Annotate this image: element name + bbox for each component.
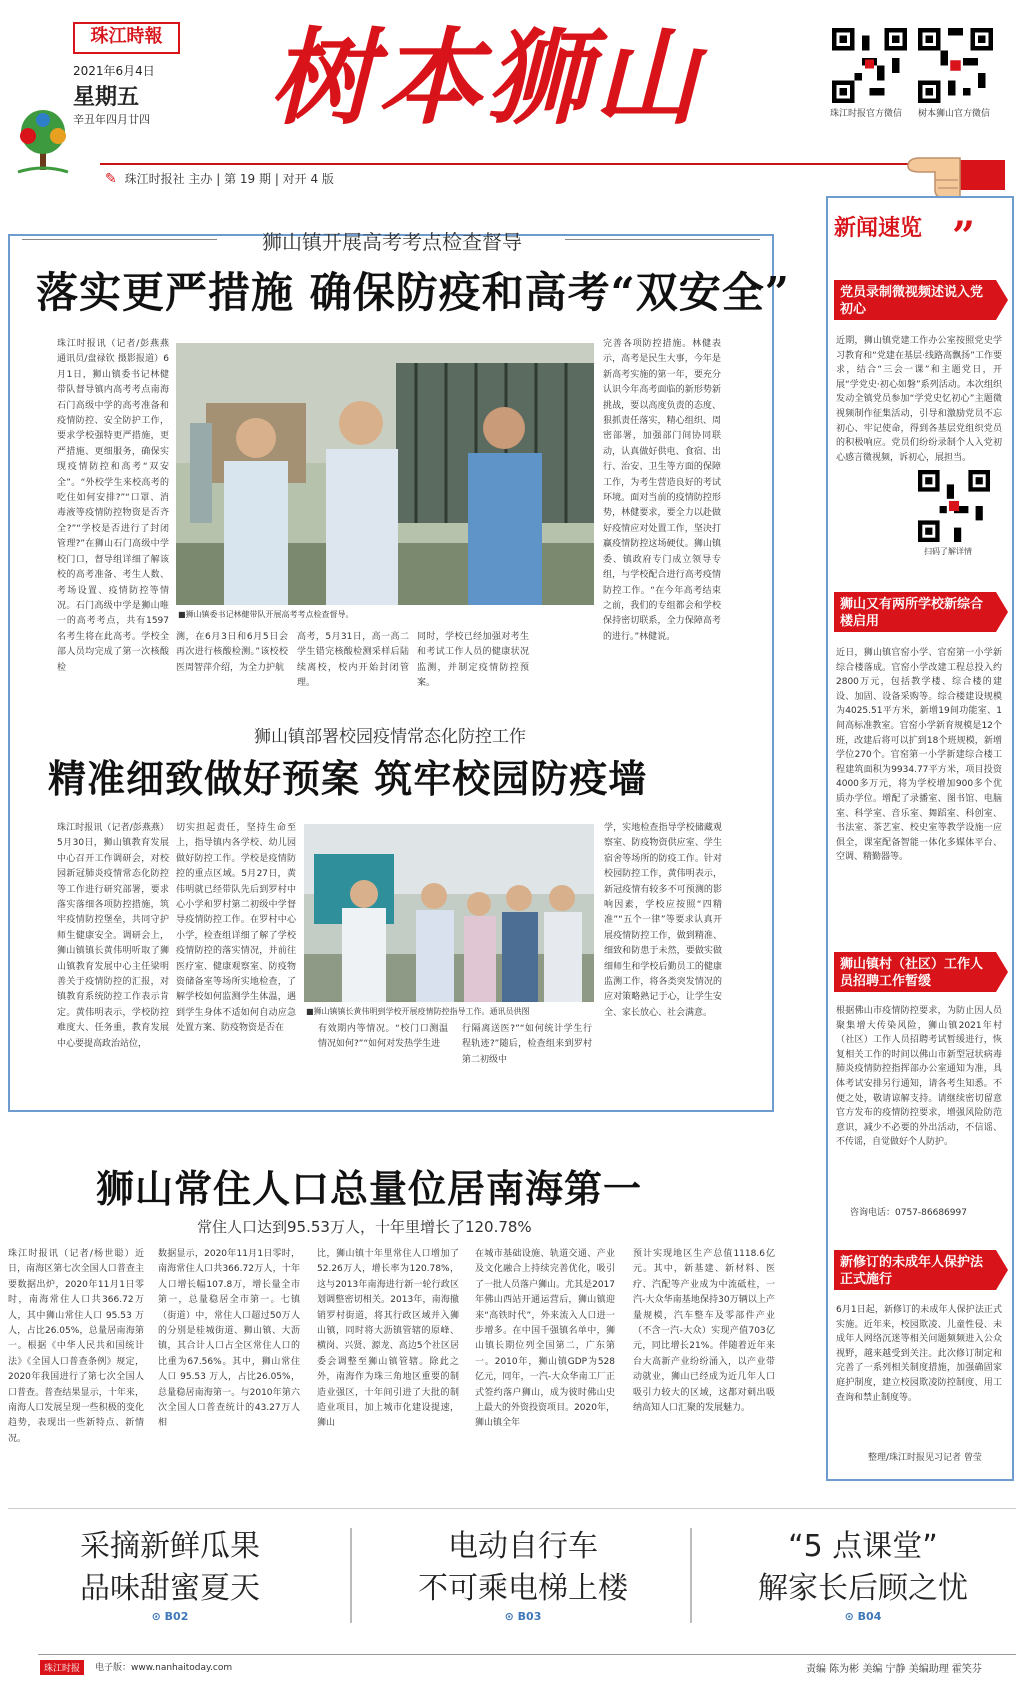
article3-subhead: 常住人口达到95.53万人，十年里增长了120.78% bbox=[197, 1218, 532, 1236]
teaser-b03-line1: 电动自行车 bbox=[448, 1529, 598, 1564]
sidebar-item3-text: 根据佛山市疫情防控要求，为防止因人员聚集增大传染风险，狮山镇2021年村（社区）工作人员招聘考试暂缓进行，恢复相关工作的时间以佛山市新型冠状病毒肺炎疫情防控指挥部办公室通知为准，具体考试安排另行通知，请各考生知悉。不便之处，敬请谅解支持。请继续密切留意官方发布的疫情防控要求，增强风险防范意识，减少不必要的外出活动，不信谣、不传谣，自觉做好个人防护。 bbox=[836, 1006, 1002, 1148]
sidebar-item3-title: 狮山镇村（社区）工作人员招聘工作暂缓 bbox=[834, 952, 996, 992]
article2-col5: 学，实地检查指导学校储藏观察室、防疫物资供应室、学生宿舍等场所的防疫工作。针对校园防控工作，黄伟明表示，新冠疫情有较多不可预测的影响因素，学校应按照“四精准”“五个一律”等要求认真开展疫情防控工作，做到精准、细致和防患于未然，要做实做细师生和学校后勤员工的健康监测工作，将各类突发情况的应对策略熟记于心，让学生安全、家长放心、社会满意。 bbox=[604, 823, 722, 1018]
teaser-b02-line2: 品味甜蜜夏天 bbox=[80, 1571, 260, 1606]
teaser-b04-line1: “5 点课堂” bbox=[788, 1529, 938, 1564]
sidebar-title: 新闻速览 bbox=[834, 215, 923, 241]
official-qr-caption: 树本狮山官方微信 bbox=[918, 109, 991, 119]
footer-brand: 珠江时报 bbox=[40, 1660, 84, 1675]
sidebar-item1-text: 近期，狮山镇党建工作办公室按照党史学习教育和“党建在基层·线路高飘扬”工作要求，结合“三会一课”和主题党日，开展“学党史·初心如磐”系列活动。本次组织发动全镇党员参加“学党史忆初心”主题微视频制作征集活动，引导和激励党员不忘初心、牢记使命，得到各基层党组织党员的积极响应。党员们纷纷录制个人入党初心感言微视频，诉初心，展担当。 bbox=[836, 336, 1002, 463]
article1-col5: 完善各项防控措施。林健表示，高考是民生大事，今年是新高考实施的第一年，要充分认识今年高考面临的新形势新挑战，要以高度负责的态度、狠抓责任落实，精心组织、周密部署，加强部门间协同联动，认真做好供电、食宿、出行、治安、卫生等方面的保障工作，为考生营造良好的考试环境。面对当前的疫情防控形势，林健要求，要全力以赴做好疫情应对处置工作，坚决打赢疫情防控这场硬仗。狮山镇委、镇政府专门成立领导专组，与学校配合进行高考疫情防控工作。“在今年高考结束之前，我们的专组都会和学校保持密切联系，全力保障高考的进行。”林健说。 bbox=[603, 339, 721, 642]
article2-photo-caption: ■狮山镇镇长黄伟明到学校开展疫情防控指导工作。通讯员供图 bbox=[306, 1007, 530, 1016]
official-qr-code bbox=[918, 28, 993, 103]
teaser-b02-page: B02 bbox=[164, 1610, 189, 1623]
article2-kicker: 狮山镇部署校园疫情常态化防控工作 bbox=[254, 727, 526, 747]
teaser-b04[interactable] bbox=[728, 1526, 998, 1623]
footer-credits: 责编 陈为彬 美编 宁静 美编助理 霍笑芬 bbox=[806, 1664, 982, 1675]
article1-col3: 高考，5月31日，高一高二学生错完核酸检测采样后陆续离校，校内开始封闭管理。 bbox=[297, 632, 409, 689]
footer-rule bbox=[38, 1654, 1016, 1655]
sidebar-item3-phone: 咨询电话：0757-86686997 bbox=[850, 1208, 967, 1218]
page-link-icon: ⊙ bbox=[844, 1610, 854, 1623]
teaser-rule bbox=[8, 1508, 1016, 1509]
article2-photo bbox=[304, 824, 594, 1002]
sidebar-item2-title: 狮山又有两所学校新综合楼启用 bbox=[834, 592, 996, 632]
wechat-qr-code bbox=[832, 28, 907, 103]
article1-col4: 同时，学校已经加强对考生和考试工作人员的健康状况监测，并制定疫情防控预案。 bbox=[417, 632, 529, 689]
teaser-b03[interactable] bbox=[388, 1526, 658, 1623]
article1-photo bbox=[176, 343, 594, 605]
svg-text:”: ” bbox=[952, 213, 976, 260]
article3-headline: 狮山常住人口总量位居南海第一 bbox=[96, 1166, 643, 1211]
article2-col1: 珠江时报讯（记者/彭燕燕）5月30日，狮山镇教育发展中心召开工作调研会，对校园新冠肺炎疫情常态化防控等工作进行研究部署，要求落实落细各项防控措施，筑牢疫情防控堡垒，共同守护师生健康安全。调研会上，狮山镇镇长黄伟明听取了狮山镇教育发展中心主任梁明善关于疫情防控的汇报，对镇教育系统防控工作表示肯定。黄伟明表示，学校防控难度大、任务重，教育发展中心要提高政治站位， bbox=[57, 823, 169, 1049]
masthead-title: 树本狮山 bbox=[270, 16, 703, 139]
kicker-rule-right bbox=[565, 239, 760, 240]
teaser-b03-line2: 不可乘电梯上楼 bbox=[418, 1571, 628, 1606]
header-rule bbox=[100, 163, 940, 165]
teaser-b04-line2: 解家长后顾之忧 bbox=[758, 1571, 968, 1606]
kicker-rule-left bbox=[22, 239, 217, 240]
sidebar-item4-credit: 整理/珠江时报见习记者 曾莹 bbox=[868, 1453, 982, 1463]
footer-url[interactable]: 电子版：www.nanhaitoday.com bbox=[95, 1663, 233, 1673]
article1-kicker: 狮山镇开展高考考点检查督导 bbox=[262, 230, 522, 254]
teaser-divider bbox=[350, 1528, 352, 1623]
publisher: 珠江时报社 主办 bbox=[124, 172, 213, 186]
teaser-b04-page: B04 bbox=[857, 1610, 882, 1623]
sidebar-item2-text: 近日，狮山镇官窑小学、官窑第一小学新综合楼落成。官窑小学改建工程总投入约2800万元，包括教学楼、综合楼的建设、加固、设备采购等。综合楼建设规模为4025.51平方米，新增19间功能室、1间高标准教室。官窑小学新育规模是12个班，改建后将可以扩到18个班规模，新增学位270个。官窑第一小学新建综合楼工程建筑面积为9934.77平方米，项目投资4000多万元，将为学校增加900多个优质办学位。增配了录播室、图书馆、电脑室、科学室、音乐室、舞蹈室、科创室、书法室、茶艺室、校史室等教学设施一应俱全，课室配备智能一体化多媒体平台、空调、精勤器等。 bbox=[836, 648, 1002, 863]
page-link-icon: ⊙ bbox=[504, 1610, 514, 1623]
sidebar-item4-title: 新修订的未成年人保护法正式施行 bbox=[834, 1250, 996, 1290]
article3-col3: 比，狮山镇十年里常住人口增加了52.26万人，增长率为120.78%，这与2013年南海进行新一轮行政区划调整密切相关。2013年，南海撤销罗村街道，将其行政区域并入狮山镇，同时将大沥镇管辖的原峰、横岗、兴贤、源龙、高边5个社区居委会调整至狮山镇管辖。除此之外，南海作为珠三角地区重要的制造业强区，十年间引进了大批的制造业项目，加上城市化建设提速，狮山 bbox=[317, 1249, 459, 1429]
lunar-date: 辛丑年四月廿四 bbox=[73, 113, 150, 126]
page-format: 对开 4 版 bbox=[282, 172, 334, 186]
article2-headline: 精准细致做好预案 筑牢校园防疫墙 bbox=[48, 756, 648, 801]
article2-col4: 行隔离送医?”“如何统计学生行程轨迹?”随后，检查组来到罗村第二初级中 bbox=[462, 1024, 592, 1065]
pencil-icon: ✎ bbox=[105, 171, 117, 187]
article3-col1: 珠江时报讯（记者/杨世聪）近日，南海区第七次全国人口普查主要数据出炉，2020年11月1日零时，南海常住人口共366.72万人，其中狮山常住人口 95.53 万人，占比26.05%，总量居南海第一。根据《中华人民共和国统计法》《全国人口普查条例》规定，2020年我国进行了第七次全国人口普查。普查结果显示，十年来，南海人口发展呈现一些积极的变化趋势，表现出一些新特点、新情况。 bbox=[8, 1249, 144, 1444]
teaser-b02-line1: 采摘新鲜瓜果 bbox=[80, 1529, 260, 1564]
newspaper-brand-tag: 珠江時報 bbox=[73, 22, 180, 54]
page-link-icon: ⊙ bbox=[151, 1610, 161, 1623]
sidebar-qr-caption: 扫码了解详情 bbox=[924, 547, 972, 556]
article1-col1: 珠江时报讯（记者/彭燕燕 通讯员/盘禄钦 摄影报道）6月1日，狮山镇委书记林健带队督导镇内高考考点南海石门高级中学的高考准备和疫情防控、安全防护工作，要求学校强特更严措施，更严措施、更细服务，确保实现疫情防控和高考“双安全”。“外校学生来校高考的吃住如何安排?”“口罩、消毒液等疫情防控物资是否齐全?”“学校是否进行了封闭管理?”在狮山石门高级中学校门口，督导组详细了解该校的高考准备、考生人数、考场设置、疫情防控等情况。石门高级中学是狮山唯一的高考考点，共有1597名考生将在此高考。学校全部人员均完成了第一次核酸检 bbox=[57, 339, 169, 673]
article2-col3: 有效期内等情况。“校门口测温情况如何?”“如何对发热学生进 bbox=[318, 1024, 448, 1050]
quote-marks-icon bbox=[952, 212, 982, 260]
article3-col4: 在城市基础设施、轨道交通、产业及文化融合上持续完善优化，吸引了一批人员落户狮山。尤其是2017年佛山西站开通运营后，狮山镇迎来“高铁时代”，外来流入人口进一步增多。在中国千强镇名单中，狮山镇长期位列全国第二，广东第一。2010年，狮山镇GDP为528亿元，同年，一汽-大众华南工厂正式签约落户狮山，成为彼时佛山史上最大的外资投资项目。2020年，狮山镇全年 bbox=[475, 1249, 615, 1429]
article1-col2: 测，在6月3日和6月5日会再次进行核酸检测。”该校校医周智萍介绍，为全力护航 bbox=[176, 632, 288, 673]
teaser-divider bbox=[690, 1528, 692, 1623]
tree-logo-icon bbox=[8, 106, 78, 178]
issue-weekday: 星期五 bbox=[73, 85, 140, 110]
issue-date: 2021年6月4日 bbox=[73, 64, 155, 78]
article3-col2: 数据显示，2020年11月1日零时，南海常住人口共366.72万人，十年人口增长幅107.8万，增长量全市第一，总量稳居全市第一。七镇（街道）中，常住人口超过50万人的分别是桂城街道、狮山镇、大沥镇，其合计人口占全区常住人口的比重为67.56%。其中，狮山常住人口 95.53 万人，占比26.05%，总量稳居南海第一。与2010年第六次全国人口普查统计的43.27万人相 bbox=[158, 1249, 300, 1429]
article2-col2: 切实担起责任，坚持生命至上，指导镇内各学校、幼儿园做好防控工作。学校是疫情防控的重点区域。5月27日，黄伟明就已经带队先后到罗村中心小学和罗村第二初级中学督导疫情防控工作。在罗村中心小学，检查组详细了解了学校疫情防控的落实情况，并前往医疗室、健康观察室、防疫物资储备室等场所实地检查，了解学校如何监测学生体温，遇到学生身体不适如何自动应急处置方案、防疫物资是否在 bbox=[176, 823, 296, 1034]
issue-number: 第 19 期 bbox=[224, 172, 271, 186]
teaser-b03-page: B03 bbox=[517, 1610, 542, 1623]
sidebar-item1-title: 党员录制微视频述说入党初心 bbox=[834, 280, 996, 320]
sidebar-qr-code bbox=[918, 470, 990, 542]
wechat-qr-caption: 珠江时报官方微信 bbox=[830, 109, 903, 119]
publication-info: ✎ 珠江时报社 主办 | 第 19 期 | 对开 4 版 bbox=[105, 171, 334, 187]
article1-headline: 落实更严措施 确保防疫和高考“双安全” bbox=[36, 268, 790, 317]
sidebar-item4-text: 6月1日起，新修订的未成年人保护法正式实施。近年来，校园欺凌、儿童性侵、未成年人网络沉迷等相关问题频频进入公众视野，越来越受到关注。此次修订制定和完善了一系列相关制度措施，加强确固家庭护制度，建立校园欺凌防控制度、用工查询和禁止制度等。 bbox=[836, 1305, 1002, 1403]
article3-col5: 预计实现地区生产总值1118.6亿元。其中，新基建、新材料、医疗、汽配等产业成为中流砥柱，一汽-大众华南基地保持30万辆以上产量规模，汽车整车及零部件产业（不含一汽-大众）实现产值703亿元，同比增长21%。伴随着近年来台大高新产业纷纷涌入，以产业带动就业，狮山已经成为近几年人口吸引力较大的区域，这都对刺出吸纳高知人口汇聚的发展魅力。 bbox=[633, 1249, 775, 1414]
article1-photo-caption: ■狮山镇委书记林健带队开展高考考点检查督导。 bbox=[178, 610, 354, 619]
teaser-b02[interactable] bbox=[40, 1526, 300, 1623]
